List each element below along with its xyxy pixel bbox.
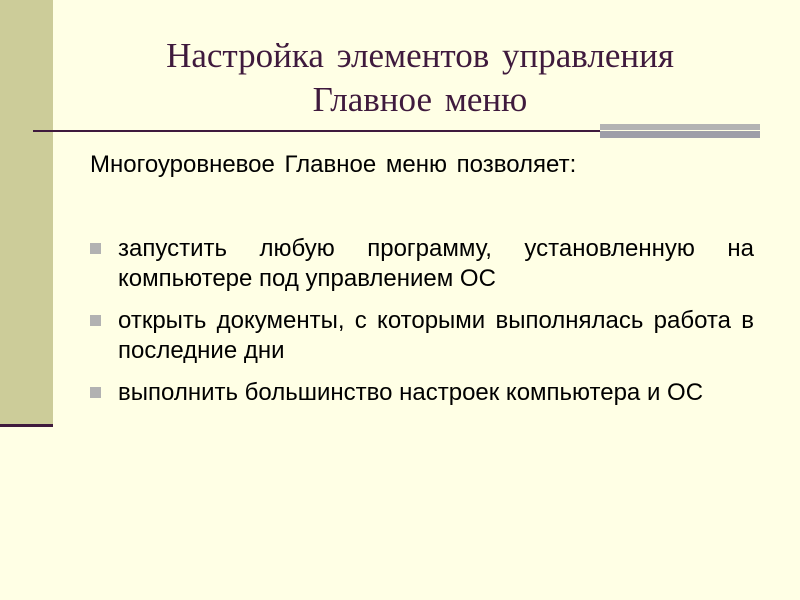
left-accent-rule bbox=[0, 424, 53, 427]
square-bullet-icon bbox=[90, 243, 101, 254]
slide-title-line-1: Настройка элементов управления bbox=[166, 36, 674, 75]
title-divider bbox=[33, 130, 600, 132]
bullet-text: выполнить большинство настроек компьютера и ОС bbox=[118, 379, 704, 406]
bullet-text: запустить любую программу, установленную на компьютере под управлением ОС bbox=[118, 235, 754, 292]
bullet-text: открыть документы, с которыми выполнялась работа в последние дни bbox=[118, 307, 754, 364]
square-bullet-icon bbox=[90, 315, 101, 326]
title-divider-accent-top bbox=[600, 124, 760, 130]
left-accent-bar bbox=[0, 0, 53, 425]
title-divider-accent-bottom bbox=[600, 131, 760, 138]
bullet-item bbox=[90, 378, 754, 408]
bullet-item bbox=[90, 306, 754, 366]
intro-text: Многоуровневое Главное меню позволяет: bbox=[90, 151, 577, 178]
bullet-item bbox=[90, 234, 754, 294]
slide-title bbox=[60, 34, 780, 122]
slide-title-line-2: Главное меню bbox=[312, 80, 528, 119]
square-bullet-icon bbox=[90, 387, 101, 398]
bullet-list bbox=[90, 234, 754, 420]
